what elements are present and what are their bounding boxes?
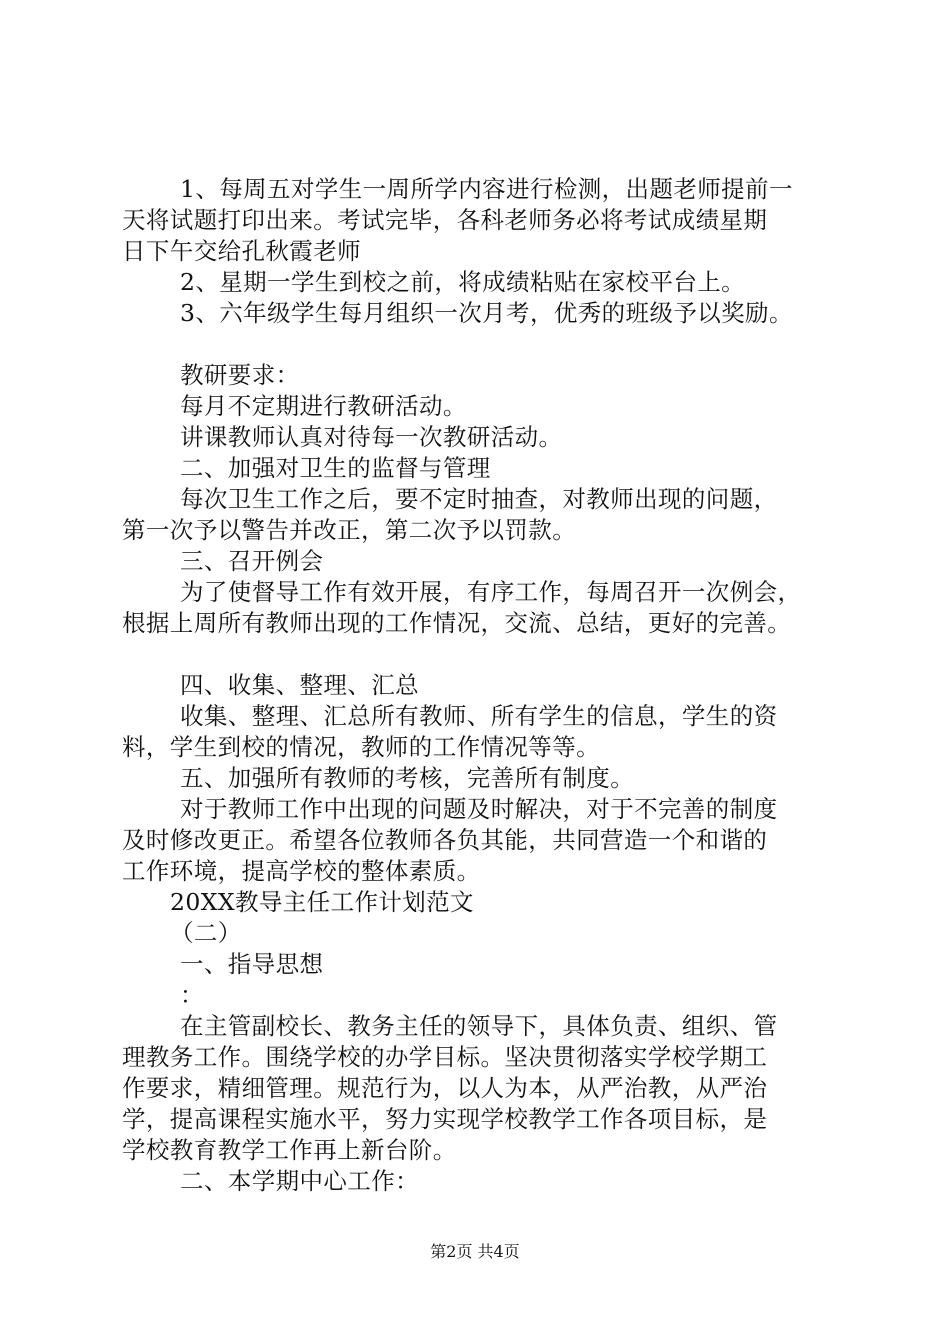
section-heading: 一、指导思想 xyxy=(180,950,324,978)
document-title: 20XX教导主任工作计划范文 xyxy=(170,888,474,916)
paragraph-line: 第一次予以警告并改正，第二次予以罚款。 xyxy=(122,516,577,544)
paragraph-line: 工作环境，提高学校的整体素质。 xyxy=(122,857,481,885)
blank-line xyxy=(122,639,842,670)
section-heading: 五、加强所有教师的考核，完善所有制度。 xyxy=(180,764,635,792)
paragraph-line: 作要求，精细管理。规范行为，以人为本，从严治教，从严治 xyxy=(122,1074,768,1102)
document-body xyxy=(122,174,842,1197)
paragraph-line: 根据上周所有教师出现的工作情况，交流、总结，更好的完善。 xyxy=(122,609,792,637)
paragraph-line: 在主管副校长、教务主任的领导下，具体负责、组织、管 xyxy=(180,1012,778,1040)
document-subtitle: （二） xyxy=(170,919,242,947)
section-heading: 二、加强对卫生的监督与管理 xyxy=(180,454,491,482)
paragraph-line: 讲课教师认真对待每一次教研活动。 xyxy=(180,423,563,451)
blank-line xyxy=(122,329,842,360)
paragraph-line: 对于教师工作中出现的问题及时解决，对于不完善的制度 xyxy=(180,795,778,823)
page-number-footer: 第2页 共4页 xyxy=(430,1242,520,1261)
paragraph-line: 日下午交给孔秋霞老师 xyxy=(122,237,361,265)
section-heading: 三、召开例会 xyxy=(180,547,324,575)
paragraph-line: 学校教育教学工作再上新台阶。 xyxy=(122,1136,457,1164)
paragraph-line: 料，学生到校的情况，教师的工作情况等等。 xyxy=(122,733,600,761)
paragraph-line: 2、星期一学生到校之前，将成绩粘贴在家校平台上。 xyxy=(180,268,746,296)
section-heading: 四、收集、整理、汇总 xyxy=(180,671,419,699)
paragraph-line: 天将试题打印出来。考试完毕，各科老师务必将考试成绩星期 xyxy=(122,206,768,234)
paragraph-line: 学，提高课程实施水平，努力实现学校教学工作各项目标，是 xyxy=(122,1105,768,1133)
paragraph-line: 每月不定期进行教研活动。 xyxy=(180,392,467,420)
paragraph-line: 3、六年级学生每月组织一次月考，优秀的班级予以奖励。 xyxy=(180,299,793,327)
section-heading: 二、本学期中心工作： xyxy=(180,1167,419,1195)
paragraph-line: ： xyxy=(180,981,204,1009)
paragraph-line: 及时修改更正。希望各位教师各负其能，共同营造一个和谐的 xyxy=(122,826,768,854)
paragraph-line: 1、每周五对学生一周所学内容进行检测，出题老师提前一 xyxy=(180,175,793,203)
paragraph-line: 收集、整理、汇总所有教师、所有学生的信息，学生的资 xyxy=(180,702,778,730)
paragraph-line: 每次卫生工作之后，要不定时抽查，对教师出现的问题， xyxy=(180,485,778,513)
paragraph-line: 理教务工作。围绕学校的办学目标。坚决贯彻落实学校学期工 xyxy=(122,1043,768,1071)
section-heading: 教研要求： xyxy=(180,361,300,389)
paragraph-line: 为了使督导工作有效开展，有序工作，每周召开一次例会， xyxy=(180,578,802,606)
